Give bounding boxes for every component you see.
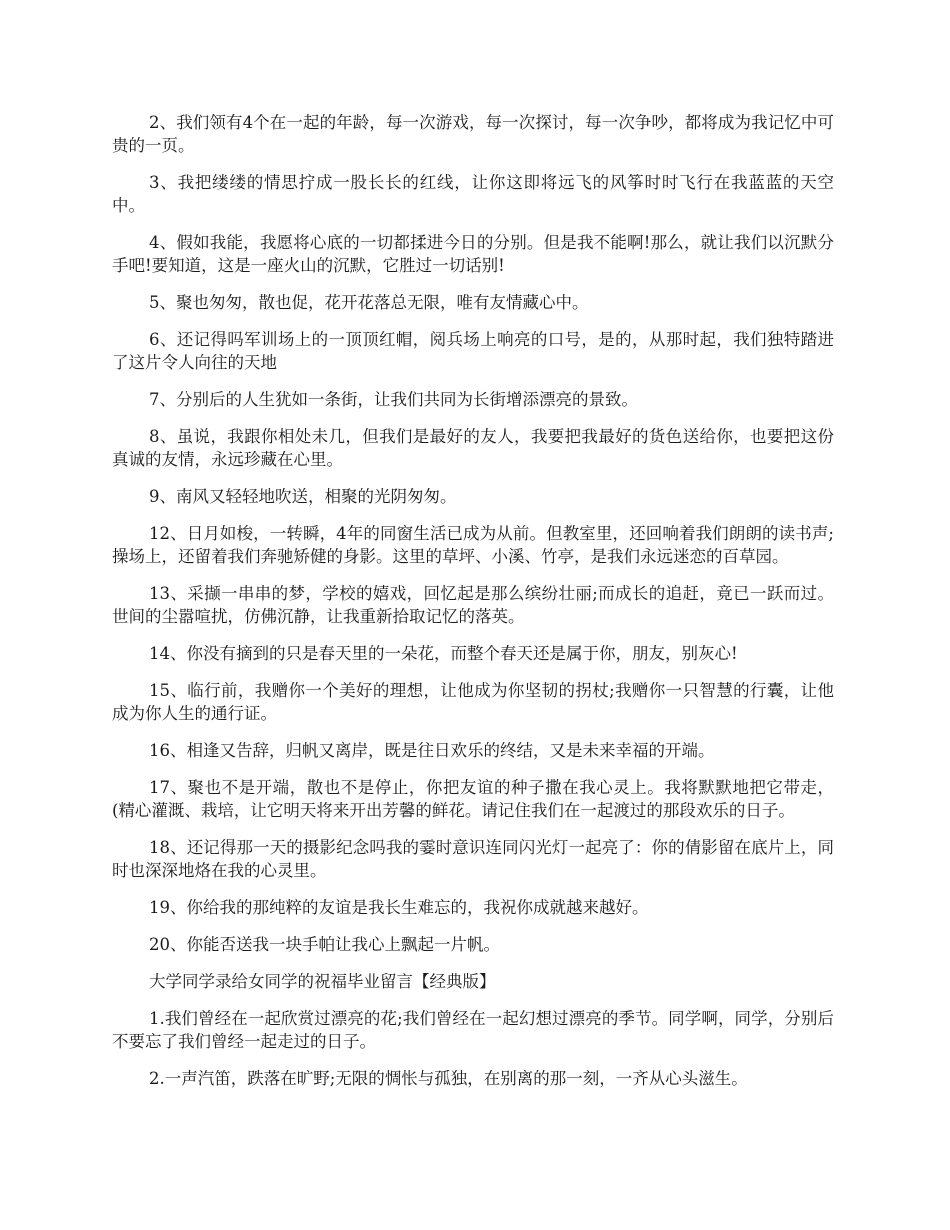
paragraph-2: 2、我们领有4个在一起的年龄，每一次游戏，每一次探讨，每一次争吵，都将成为我记忆中可贵的一页。 <box>112 113 834 155</box>
paragraph-3: 3、我把缕缕的情思拧成一股长长的红线，让你这即将远飞的风筝时时飞行在我蓝蓝的天空中。 <box>112 173 834 215</box>
paragraph-4: 4、假如我能，我愿将心底的一切都揉进今日的分别。但是我不能啊!那么，就让我们以沉默分手吧!要知道，这是一座火山的沉默，它胜过一切话别! <box>112 233 834 275</box>
paragraph-6: 6、还记得吗军训场上的一顶顶红帽，阅兵场上响亮的口号，是的，从那时起，我们独特踏进了这片令人向往的天地 <box>112 330 834 372</box>
paragraph-classic-2: 2.一声汽笛，跌落在旷野;无限的惆怅与孤独，在别离的那一刻，一齐从心头滋生。 <box>149 1069 748 1088</box>
paragraph-16: 16、相逢又告辞，归帆又离岸，既是往日欢乐的终结，又是未来幸福的开端。 <box>149 741 715 760</box>
paragraph-20: 20、你能否送我一块手帕让我心上飘起一片帆。 <box>149 935 500 954</box>
paragraph-15: 15、临行前，我赠你一个美好的理想，让他成为你坚韧的拐杖;我赠你一只智慧的行囊，让他成为你人生的通行证。 <box>112 681 834 723</box>
paragraph-18: 18、还记得那一天的摄影纪念吗我的霎时意识连同闪光灯一起亮了：你的倩影留在底片上，同时也深深地烙在我的心灵里。 <box>112 838 834 880</box>
paragraph-classic-1: 1.我们曾经在一起欣赏过漂亮的花;我们曾经在一起幻想过漂亮的季节。同学啊，同学，分别后不要忘了我们曾经一起走过的日子。 <box>112 1009 834 1051</box>
paragraph-14: 14、你没有摘到的只是春天里的一朵花，而整个春天还是属于你，朋友，别灰心! <box>149 644 738 663</box>
paragraph-17: 17、聚也不是开端，散也不是停止，你把友谊的种子撒在我心灵上。我将默默地把它带走，(精心灌溉、栽培，让它明天将来开出芳馨的鲜花。请记住我们在一起渡过的那段欢乐的日子。 <box>112 778 834 820</box>
paragraph-13: 13、采撷一串串的梦，学校的嬉戏，回忆起是那么缤纷壮丽;而成长的追赶，竟已一跃而过。世间的尘嚣喧扰，仿佛沉静，让我重新拾取记忆的落英。 <box>112 584 834 626</box>
paragraph-9: 9、南风又轻轻地吹送，相聚的光阴匆匆。 <box>149 487 457 506</box>
paragraph-5: 5、聚也匆匆，散也促，花开花落总无限，唯有友情藏心中。 <box>149 293 589 312</box>
paragraph-19: 19、你给我的那纯粹的友谊是我长生难忘的，我祝你成就越来越好。 <box>149 898 649 917</box>
document-page <box>112 111 834 1104</box>
paragraph-12: 12、日月如梭，一转瞬，4年的同窗生活已成为从前。但教室里，还回响着我们朗朗的读书声;操场上，还留着我们奔驰矫健的身影。这里的草坪、小溪、竹亭，是我们永远迷恋的百草园。 <box>112 524 834 566</box>
paragraph-7: 7、分别后的人生犹如一条街，让我们共同为长街增添漂亮的景致。 <box>149 390 638 409</box>
paragraph-8: 8、虽说，我跟你相处未几，但我们是最好的友人，我要把我最好的货色送给你，也要把这份真诚的友情，永远珍藏在心里。 <box>112 427 834 469</box>
section-heading: 大学同学录给女同学的祝福毕业留言【经典版】 <box>149 972 496 991</box>
